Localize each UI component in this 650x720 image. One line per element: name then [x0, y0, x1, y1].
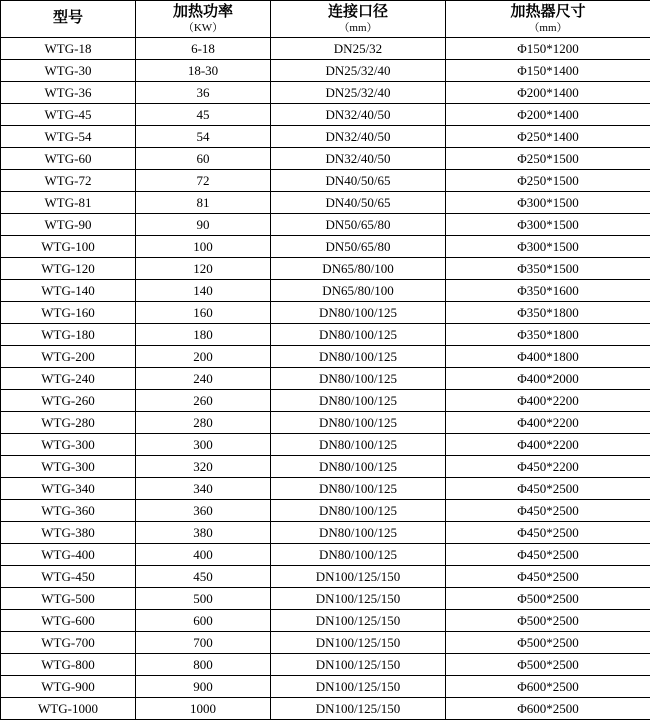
table-row: [1, 522, 650, 544]
cell-port: DN80/100/125: [271, 346, 446, 368]
cell-power: 90: [136, 214, 271, 236]
cell-model: WTG-450: [1, 566, 136, 588]
table-row: [1, 434, 650, 456]
column-header-port-unit: （mm）: [271, 22, 445, 34]
cell-power: 240: [136, 368, 271, 390]
table-row: [1, 148, 650, 170]
cell-port: DN65/80/100: [271, 280, 446, 302]
cell-size: Φ450*2200: [446, 456, 650, 478]
cell-size: Φ150*1200: [446, 38, 650, 60]
cell-size: Φ450*2500: [446, 500, 650, 522]
cell-size: Φ350*1800: [446, 324, 650, 346]
column-header-size-title: 加热器尺寸: [510, 4, 585, 20]
cell-model: WTG-30: [1, 60, 136, 82]
cell-port: DN80/100/125: [271, 412, 446, 434]
cell-port: DN50/65/80: [271, 236, 446, 258]
cell-power: 280: [136, 412, 271, 434]
cell-size: Φ400*2000: [446, 368, 650, 390]
table-row: [1, 170, 650, 192]
table-row: [1, 346, 650, 368]
table-row: [1, 390, 650, 412]
table-row: [1, 324, 650, 346]
cell-model: WTG-300: [1, 456, 136, 478]
cell-power: 140: [136, 280, 271, 302]
cell-port: DN32/40/50: [271, 104, 446, 126]
cell-size: Φ600*2500: [446, 676, 650, 698]
table-row: [1, 654, 650, 676]
cell-port: DN40/50/65: [271, 170, 446, 192]
cell-power: 6-18: [136, 38, 271, 60]
cell-size: Φ400*2200: [446, 390, 650, 412]
cell-power: 300: [136, 434, 271, 456]
cell-model: WTG-180: [1, 324, 136, 346]
table-row: [1, 566, 650, 588]
table-row: [1, 302, 650, 324]
column-header-port-title: 连接口径: [328, 4, 388, 20]
table-row: [1, 236, 650, 258]
table-row: [1, 698, 650, 720]
cell-port: DN100/125/150: [271, 588, 446, 610]
cell-port: DN100/125/150: [271, 676, 446, 698]
cell-model: WTG-300: [1, 434, 136, 456]
cell-port: DN80/100/125: [271, 500, 446, 522]
cell-power: 54: [136, 126, 271, 148]
cell-port: DN100/125/150: [271, 654, 446, 676]
cell-port: DN32/40/50: [271, 126, 446, 148]
cell-size: Φ400*1800: [446, 346, 650, 368]
cell-power: 100: [136, 236, 271, 258]
table-row: [1, 676, 650, 698]
cell-power: 1000: [136, 698, 271, 720]
table-row: [1, 610, 650, 632]
cell-size: Φ500*2500: [446, 632, 650, 654]
cell-model: WTG-380: [1, 522, 136, 544]
cell-power: 180: [136, 324, 271, 346]
cell-power: 340: [136, 478, 271, 500]
cell-model: WTG-400: [1, 544, 136, 566]
table-body: [1, 38, 650, 720]
cell-model: WTG-90: [1, 214, 136, 236]
table-row: [1, 544, 650, 566]
cell-model: WTG-100: [1, 236, 136, 258]
table-row: [1, 104, 650, 126]
cell-model: WTG-54: [1, 126, 136, 148]
cell-port: DN100/125/150: [271, 566, 446, 588]
cell-power: 360: [136, 500, 271, 522]
cell-power: 45: [136, 104, 271, 126]
cell-port: DN50/65/80: [271, 214, 446, 236]
cell-port: DN100/125/150: [271, 698, 446, 720]
cell-size: Φ450*2500: [446, 544, 650, 566]
cell-power: 260: [136, 390, 271, 412]
cell-power: 380: [136, 522, 271, 544]
column-header-power: [136, 1, 271, 38]
cell-power: 700: [136, 632, 271, 654]
cell-port: DN80/100/125: [271, 434, 446, 456]
cell-port: DN80/100/125: [271, 456, 446, 478]
table-row: [1, 412, 650, 434]
cell-size: Φ450*2500: [446, 566, 650, 588]
cell-port: DN65/80/100: [271, 258, 446, 280]
cell-size: Φ250*1400: [446, 126, 650, 148]
cell-power: 120: [136, 258, 271, 280]
table-row: [1, 632, 650, 654]
cell-port: DN80/100/125: [271, 302, 446, 324]
cell-model: WTG-340: [1, 478, 136, 500]
cell-model: WTG-120: [1, 258, 136, 280]
cell-port: DN25/32/40: [271, 60, 446, 82]
cell-port: DN100/125/150: [271, 610, 446, 632]
cell-port: DN25/32: [271, 38, 446, 60]
cell-model: WTG-72: [1, 170, 136, 192]
cell-model: WTG-240: [1, 368, 136, 390]
cell-port: DN40/50/65: [271, 192, 446, 214]
cell-power: 18-30: [136, 60, 271, 82]
table-row: [1, 126, 650, 148]
column-header-power-title: 加热功率: [173, 4, 233, 20]
cell-size: Φ350*1800: [446, 302, 650, 324]
cell-port: DN80/100/125: [271, 390, 446, 412]
cell-power: 600: [136, 610, 271, 632]
cell-model: WTG-500: [1, 588, 136, 610]
column-header-size-unit: （mm）: [446, 22, 650, 34]
cell-size: Φ350*1600: [446, 280, 650, 302]
cell-size: Φ450*2500: [446, 522, 650, 544]
cell-power: 160: [136, 302, 271, 324]
cell-power: 81: [136, 192, 271, 214]
cell-model: WTG-360: [1, 500, 136, 522]
cell-size: Φ600*2500: [446, 698, 650, 720]
cell-power: 800: [136, 654, 271, 676]
table-row: [1, 38, 650, 60]
cell-model: WTG-160: [1, 302, 136, 324]
cell-size: Φ250*1500: [446, 170, 650, 192]
cell-model: WTG-140: [1, 280, 136, 302]
cell-model: WTG-45: [1, 104, 136, 126]
column-header-power-unit: （KW）: [136, 22, 270, 34]
cell-port: DN80/100/125: [271, 522, 446, 544]
cell-power: 900: [136, 676, 271, 698]
cell-size: Φ300*1500: [446, 214, 650, 236]
cell-port: DN80/100/125: [271, 324, 446, 346]
cell-model: WTG-600: [1, 610, 136, 632]
cell-model: WTG-60: [1, 148, 136, 170]
cell-power: 450: [136, 566, 271, 588]
cell-size: Φ300*1500: [446, 192, 650, 214]
cell-size: Φ450*2500: [446, 478, 650, 500]
table-row: [1, 368, 650, 390]
cell-size: Φ150*1400: [446, 60, 650, 82]
header-row: [1, 1, 650, 38]
cell-power: 36: [136, 82, 271, 104]
cell-size: Φ200*1400: [446, 82, 650, 104]
cell-size: Φ250*1500: [446, 148, 650, 170]
cell-port: DN80/100/125: [271, 544, 446, 566]
table-row: [1, 478, 650, 500]
table-row: [1, 588, 650, 610]
cell-port: DN80/100/125: [271, 478, 446, 500]
table-row: [1, 280, 650, 302]
cell-power: 60: [136, 148, 271, 170]
cell-model: WTG-260: [1, 390, 136, 412]
cell-size: Φ500*2500: [446, 654, 650, 676]
cell-size: Φ400*2200: [446, 434, 650, 456]
cell-port: DN80/100/125: [271, 368, 446, 390]
table-row: [1, 192, 650, 214]
column-header-model: [1, 1, 136, 38]
cell-port: DN32/40/50: [271, 148, 446, 170]
cell-model: WTG-900: [1, 676, 136, 698]
cell-model: WTG-200: [1, 346, 136, 368]
cell-size: Φ400*2200: [446, 412, 650, 434]
cell-size: Φ350*1500: [446, 258, 650, 280]
cell-power: 320: [136, 456, 271, 478]
cell-size: Φ200*1400: [446, 104, 650, 126]
cell-model: WTG-81: [1, 192, 136, 214]
cell-model: WTG-36: [1, 82, 136, 104]
cell-size: Φ500*2500: [446, 588, 650, 610]
table-header: [1, 1, 650, 38]
cell-model: WTG-280: [1, 412, 136, 434]
cell-model: WTG-700: [1, 632, 136, 654]
column-header-size: [446, 1, 650, 38]
cell-model: WTG-18: [1, 38, 136, 60]
cell-size: Φ300*1500: [446, 236, 650, 258]
cell-port: DN100/125/150: [271, 632, 446, 654]
column-header-model-title: 型号: [53, 10, 83, 26]
cell-power: 400: [136, 544, 271, 566]
cell-power: 500: [136, 588, 271, 610]
cell-model: WTG-1000: [1, 698, 136, 720]
cell-power: 200: [136, 346, 271, 368]
column-header-port: [271, 1, 446, 38]
cell-size: Φ500*2500: [446, 610, 650, 632]
cell-model: WTG-800: [1, 654, 136, 676]
cell-power: 72: [136, 170, 271, 192]
table-row: [1, 214, 650, 236]
table-row: [1, 500, 650, 522]
table-row: [1, 60, 650, 82]
table-row: [1, 456, 650, 478]
table-row: [1, 258, 650, 280]
cell-port: DN25/32/40: [271, 82, 446, 104]
table-row: [1, 82, 650, 104]
